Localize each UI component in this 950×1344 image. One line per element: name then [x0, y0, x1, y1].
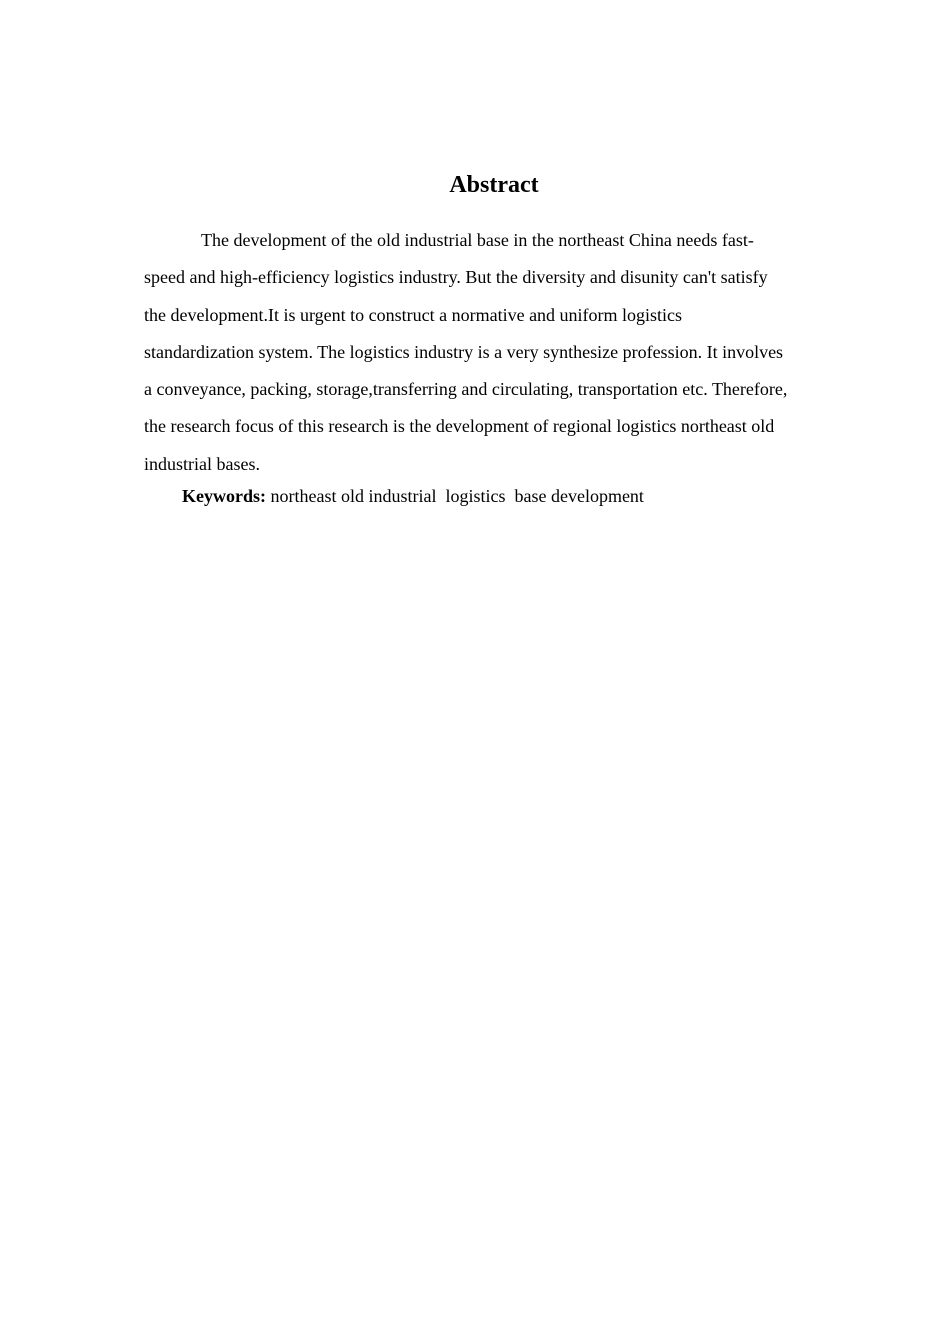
keywords-text: northeast old industrial logistics base development: [266, 486, 644, 506]
page-title: Abstract: [449, 172, 539, 198]
abstract-paragraph: The development of the old industrial base in the northeast China needs fast-speed and high-efficiency logistics industry. But the diversity and disunity can't satisfy the development.It is urgent to construct a normative and uniform logistics standardization system. The logistics industry is a very synthesize profession. It involves a conveyance, packing, storage,transferring and circulating, transportation etc. Therefore, the research focus of this research is the development of regional logistics northeast old industrial bases.: [144, 230, 788, 474]
keywords-line: [182, 481, 792, 511]
keywords-label: Keywords:: [182, 486, 266, 506]
